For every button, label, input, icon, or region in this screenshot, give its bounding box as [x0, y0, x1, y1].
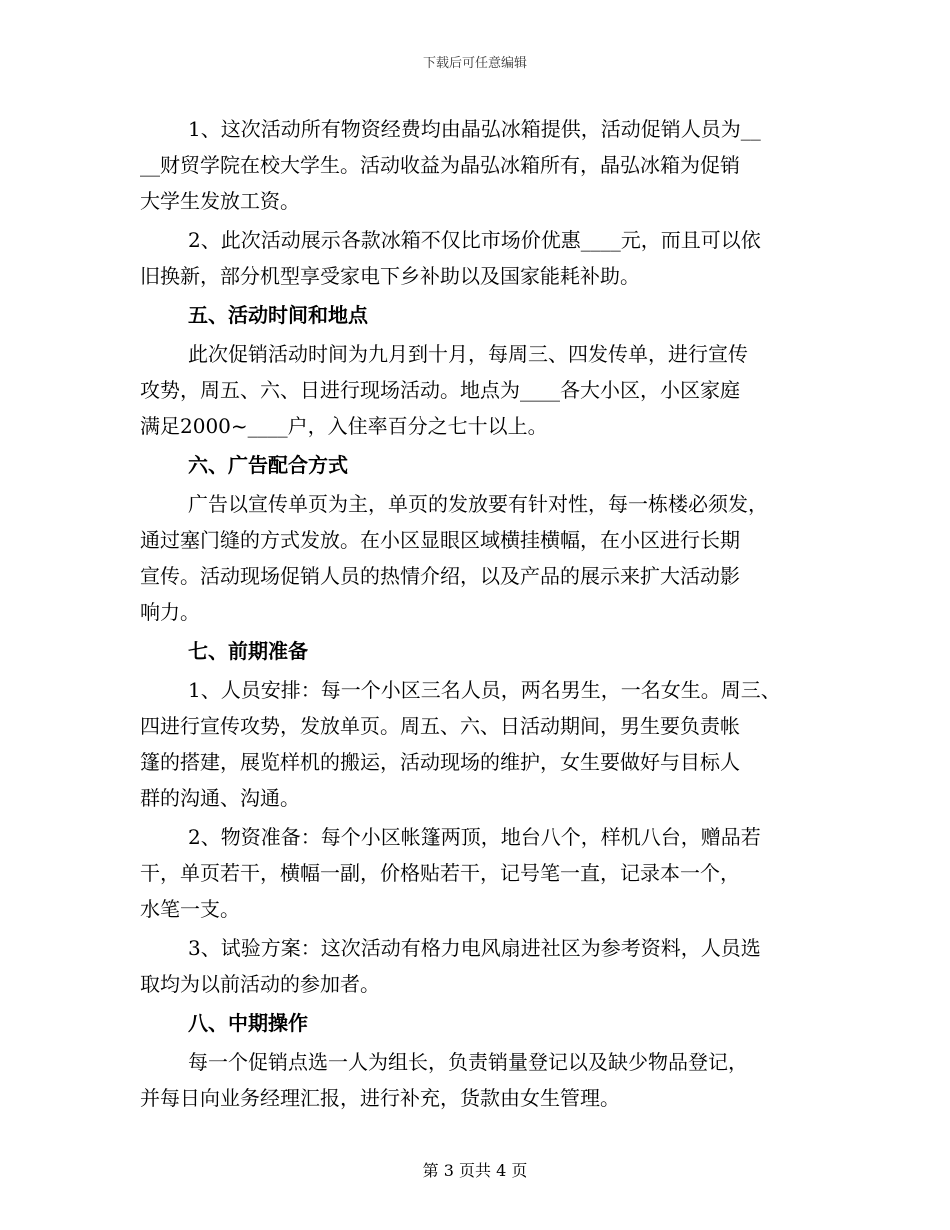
document-body — [140, 108, 805, 1116]
paragraph-line: 通过塞门缝的方式发放。在小区显眼区域横挂横幅，在小区进行长期 — [140, 528, 740, 552]
page-header: 下载后可任意编辑 — [422, 56, 527, 71]
section-heading: 六、广告配合方式 — [188, 453, 348, 477]
paragraph-line: __财贸学院在校大学生。活动收益为晶弘冰箱所有，晶弘冰箱为促销 — [140, 153, 740, 177]
paragraph-line: 1、这次活动所有物资经费均由晶弘冰箱提供，活动促销人员为__ — [188, 117, 761, 141]
paragraph-line: 攻势，周五、六、日进行现场活动。地点为____各大小区，小区家庭 — [140, 378, 740, 402]
paragraph-line: 旧换新，部分机型享受家电下乡补助以及国家能耗补助。 — [140, 264, 640, 288]
section-heading: 八、中期操作 — [188, 1011, 308, 1035]
paragraph-line: 并每日向业务经理汇报，进行补充，货款由女生管理。 — [140, 1086, 620, 1110]
paragraph-line: 每一个促销点选一人为组长，负责销量登记以及缺少物品登记， — [188, 1050, 748, 1074]
paragraph-line: 取均为以前活动的参加者。 — [140, 972, 380, 996]
paragraph-line: 2、此次活动展示各款冰箱不仅比市场价优惠____元，而且可以依 — [188, 228, 761, 252]
section-heading: 七、前期准备 — [188, 639, 308, 663]
paragraph-line: 篷的搭建，展览样机的搬运，活动现场的维护，女生要做好与目标人 — [140, 750, 740, 774]
section-heading: 五、活动时间和地点 — [188, 303, 368, 327]
paragraph-line: 大学生发放工资。 — [140, 189, 300, 213]
paragraph-line: 宣传。活动现场促销人员的热情介绍，以及产品的展示来扩大活动影 — [140, 564, 740, 588]
page-footer: 第 3 页共 4 页 — [422, 1161, 528, 1180]
paragraph-line: 此次促销活动时间为九月到十月，每周三、四发传单，进行宣传 — [188, 342, 748, 366]
paragraph-line: 1、人员安排：每一个小区三名人员，两名男生，一名女生。周三、 — [188, 678, 781, 702]
paragraph-line: 3、试验方案：这次活动有格力电风扇进社区为参考资料，人员选 — [188, 936, 761, 960]
paragraph-line: 水笔一支。 — [140, 897, 240, 921]
paragraph-line: 满足2000~____户，入住率百分之七十以上。 — [140, 414, 548, 438]
paragraph-line: 群的沟通、沟通。 — [140, 786, 300, 810]
paragraph-line: 四进行宣传攻势，发放单页。周五、六、日活动期间，男生要负责帐 — [140, 714, 740, 738]
paragraph-line: 响力。 — [140, 600, 200, 624]
paragraph-line: 2、物资准备：每个小区帐篷两顶，地台八个，样机八台，赠品若 — [188, 825, 761, 849]
paragraph-line: 广告以宣传单页为主，单页的发放要有针对性，每一栋楼必须发， — [188, 492, 768, 516]
paragraph-line: 干，单页若干，横幅一副，价格贴若干，记号笔一直，记录本一个， — [140, 861, 740, 885]
